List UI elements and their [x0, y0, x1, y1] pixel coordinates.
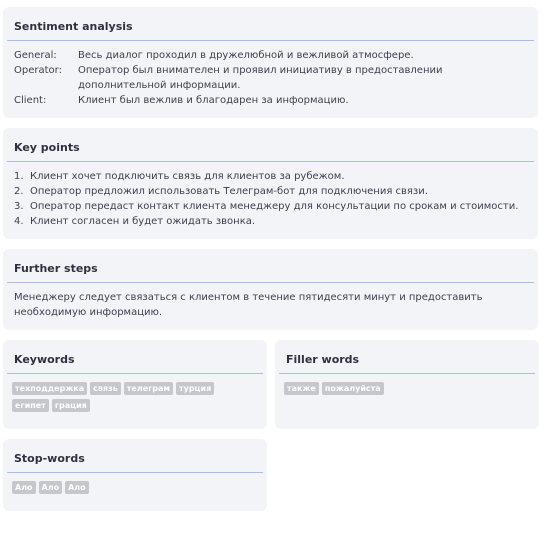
- sentiment-analysis-card: [3, 7, 538, 118]
- stop-words-card: [3, 439, 267, 511]
- sentiment-value: Клиент был вежлив и благодарен за информацию.: [78, 95, 349, 106]
- key-point-item: [14, 184, 527, 199]
- key-point-number: 3.: [14, 201, 24, 212]
- keyword-chip[interactable]: турция: [176, 382, 214, 395]
- stop-word-chip[interactable]: Ало: [12, 481, 36, 494]
- keyword-chip[interactable]: связь: [90, 382, 121, 395]
- sentiment-row-general: [14, 48, 527, 63]
- sentiment-label: Client:: [14, 95, 47, 106]
- key-point-text: Оператор предложил использовать Телеграм-бот для подключения связи.: [30, 186, 428, 197]
- further-steps-card: [3, 249, 538, 330]
- stop-words-title: Stop-words: [14, 452, 85, 465]
- sentiment-value: Весь диалог проходил в дружелюбной и вежливой атмосфере.: [78, 50, 414, 61]
- sentiment-label: General:: [14, 50, 57, 61]
- sentiment-row-operator: [14, 63, 527, 93]
- key-point-item: [14, 214, 527, 229]
- key-point-number: 4.: [14, 216, 24, 227]
- stop-word-chip[interactable]: Ало: [39, 481, 63, 494]
- key-point-text: Клиент согласен и будет ожидать звонка.: [30, 216, 256, 227]
- key-point-text: Оператор передаст контакт клиента менеджеру для консультации по срокам и стоимости.: [30, 201, 519, 212]
- keyword-chip[interactable]: египет: [12, 399, 49, 412]
- key-point-number: 1.: [14, 171, 24, 182]
- further-steps-text: Менеджеру следует связаться с клиентом в течение пятидесяти минут и предоставить необходимую информацию.: [14, 292, 483, 318]
- key-point-item: [14, 169, 527, 184]
- filler-words-card: [275, 340, 539, 429]
- keywords-title: Keywords: [14, 353, 75, 366]
- filler-word-chip[interactable]: также: [284, 382, 319, 395]
- sentiment-value: Оператор был внимателен и проявил инициативу в предоставлении дополнительной информации.: [78, 65, 443, 91]
- filler-words-title: Filler words: [286, 353, 360, 366]
- key-point-number: 2.: [14, 186, 24, 197]
- further-steps-title: Further steps: [14, 262, 98, 275]
- keyword-chip[interactable]: телеграм: [124, 382, 173, 395]
- keyword-chip[interactable]: грация: [52, 399, 90, 412]
- keywords-card: [3, 340, 267, 429]
- sentiment-analysis-title: Sentiment analysis: [14, 20, 133, 33]
- stop-word-chip[interactable]: Ало: [65, 481, 89, 494]
- sentiment-row-client: [14, 93, 527, 108]
- sentiment-label: Operator:: [14, 65, 62, 76]
- filler-word-chip[interactable]: пожалуйста: [322, 382, 384, 395]
- key-points-title: Key points: [14, 141, 80, 154]
- key-point-item: [14, 199, 527, 214]
- stop-words-chip-list: [3, 473, 243, 494]
- key-points-card: [3, 128, 538, 239]
- filler-words-chip-list: [275, 374, 515, 395]
- keyword-chip[interactable]: техподдержка: [12, 382, 87, 395]
- key-point-text: Клиент хочет подключить связь для клиентов за рубежом.: [30, 171, 345, 182]
- keywords-chip-list: [3, 374, 243, 412]
